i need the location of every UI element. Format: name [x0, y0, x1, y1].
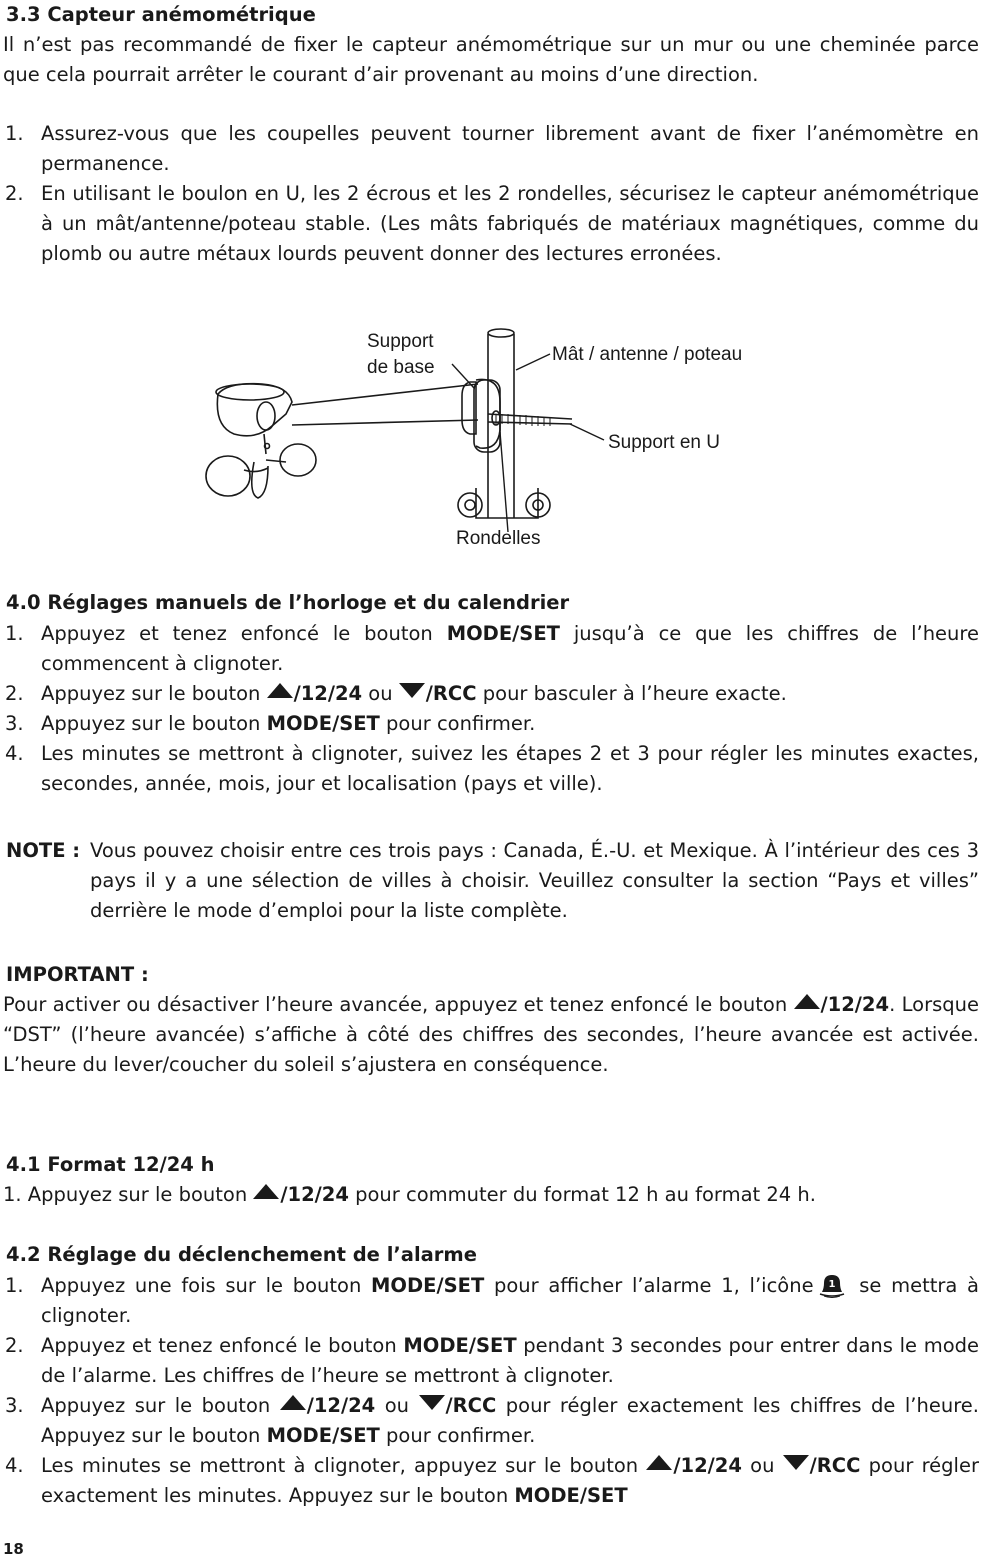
section-heading-4-2: 4.2 Réglage du déclenchement de l’alarme [6, 1243, 477, 1266]
section-4-1-text: 1. Appuyez sur le bouton /12/24 pour commuter du format 12 h au format 24 h. [3, 1183, 816, 1206]
mode-set-button-ref: MODE/SET [266, 712, 380, 735]
list-item: 2. Appuyez et tenez enfoncé le bouton MODE/SET pendant 3 secondes pour entrer dans le mode de l’alarme. Les chiffres de l’heure se mettront à clignoter. [5, 1334, 979, 1387]
up-12-24-button-ref: /12/24 [820, 993, 890, 1016]
down-arrow-icon [399, 683, 425, 698]
section-4-2-list [0, 1271, 979, 1511]
section-3-3-list [0, 119, 979, 269]
mode-set-button-ref: MODE/SET [403, 1334, 517, 1357]
list-item: 2. Appuyez sur le bouton /12/24 ou /RCC pour basculer à l’heure exacte. [5, 682, 787, 705]
list-item: 1. Appuyez et tenez enfoncé le bouton MODE/SET jusqu’à ce que les chiffres de l’heure commencent à clignoter. [5, 622, 979, 675]
up-12-24-button-ref: /12/24 [673, 1454, 742, 1477]
list-item: 4. Les minutes se mettront à clignoter, suivez les étapes 2 et 3 pour régler les minutes exactes, secondes, année, mois, jour et localisation (pays et ville). [5, 742, 979, 795]
mode-set-button-ref: MODE/SET [266, 1424, 380, 1447]
label-washers: Rondelles [456, 528, 541, 549]
label-u-bolt: Support en U [608, 432, 720, 453]
section-3-3-intro: Il n’est pas recommandé de fixer le capteur anémométrique sur un mur ou une cheminée parce que cela pourrait arrêter le courant d’air provenant au moins d’une direction. [3, 33, 979, 86]
list-item: 1. Assurez-vous que les coupelles peuvent tourner librement avant de fixer l’anémomètre en permanence. [5, 122, 979, 175]
list-item: 3. Appuyez sur le bouton MODE/SET pour confirmer. [5, 712, 536, 735]
section-4-0-list [0, 619, 979, 799]
section-heading-3-3: 3.3 Capteur anémométrique [6, 3, 316, 26]
up-arrow-icon [267, 683, 293, 698]
up-arrow-icon [646, 1455, 672, 1470]
list-item: 4. Les minutes se mettront à clignoter, appuyez sur le bouton /12/24 ou /RCC pour régler exactement les minutes. Appuyez sur le bouton MODE/SET [5, 1454, 979, 1507]
note-block [6, 836, 979, 926]
page-number: 18 [3, 1540, 24, 1558]
anemometer-mounting-figure [200, 322, 800, 562]
list-item: 3. Appuyez sur le bouton /12/24 ou /RCC pour régler exactement les chiffres de l’heure. Appuyez sur le bouton MODE/SET pour confirmer. [5, 1394, 979, 1447]
mode-set-button-ref: MODE/SET [446, 622, 560, 645]
up-arrow-icon [253, 1184, 279, 1199]
list-item: 1. Appuyez une fois sur le bouton MODE/SET pour afficher l’alarme 1, l’icône 1 se mettra à clignoter. [5, 1274, 980, 1327]
down-arrow-icon [419, 1395, 445, 1410]
mode-set-button-ref: MODE/SET [514, 1484, 628, 1507]
alarm-bell-icon [818, 1272, 846, 1298]
up-12-24-button-ref: /12/24 [293, 682, 363, 705]
up-arrow-icon [794, 994, 820, 1009]
label-mast: Mât / antenne / poteau [552, 344, 743, 365]
label-support-de-base-line1: Support [367, 331, 434, 352]
label-support-de-base-line2: de base [367, 357, 435, 378]
down-arrow-icon [783, 1455, 809, 1470]
note-text: Vous pouvez choisir entre ces trois pays : Canada, É.-U. et Mexique. À l’intérieur des ces 3 pays il y a une sélection de villes à choisir. Veuillez consulter la section “Pays et villes” derrière le mode d’emploi pour la liste complète. [90, 839, 979, 922]
up-arrow-icon [280, 1395, 306, 1410]
up-12-24-button-ref: /12/24 [306, 1394, 376, 1417]
section-heading-4-0: 4.0 Réglages manuels de l’horloge et du calendrier [6, 591, 570, 614]
list-item: 2. En utilisant le boulon en U, les 2 écrous et les 2 rondelles, sécurisez le capteur anémométrique à un mât/antenne/poteau stable. (Les mâts fabriqués de matériaux magnétiques, comme du plomb ou autre métaux lourds peuvent donner des lectures erronées. [5, 182, 979, 265]
mode-set-button-ref: MODE/SET [371, 1274, 485, 1297]
up-12-24-button-ref: /12/24 [280, 1183, 349, 1206]
section-heading-4-1: 4.1 Format 12/24 h [6, 1153, 215, 1176]
down-rcc-button-ref: /RCC [425, 682, 477, 705]
alarm-icon-number: 1 [828, 1279, 836, 1290]
note-label: NOTE : [6, 839, 81, 862]
important-text: Pour activer ou désactiver l’heure avancée, appuyez et tenez enfoncé le bouton /12/24. Lorsque “DST” (l’heure avancée) s’affiche à côté des chiffres des secondes, l’heure avancée est activée. L’heure du lever/coucher du soleil s’ajustera en conséquence. [3, 993, 979, 1076]
important-label: IMPORTANT : [6, 963, 149, 986]
down-rcc-button-ref: /RCC [445, 1394, 497, 1417]
down-rcc-button-ref: /RCC [809, 1454, 861, 1477]
